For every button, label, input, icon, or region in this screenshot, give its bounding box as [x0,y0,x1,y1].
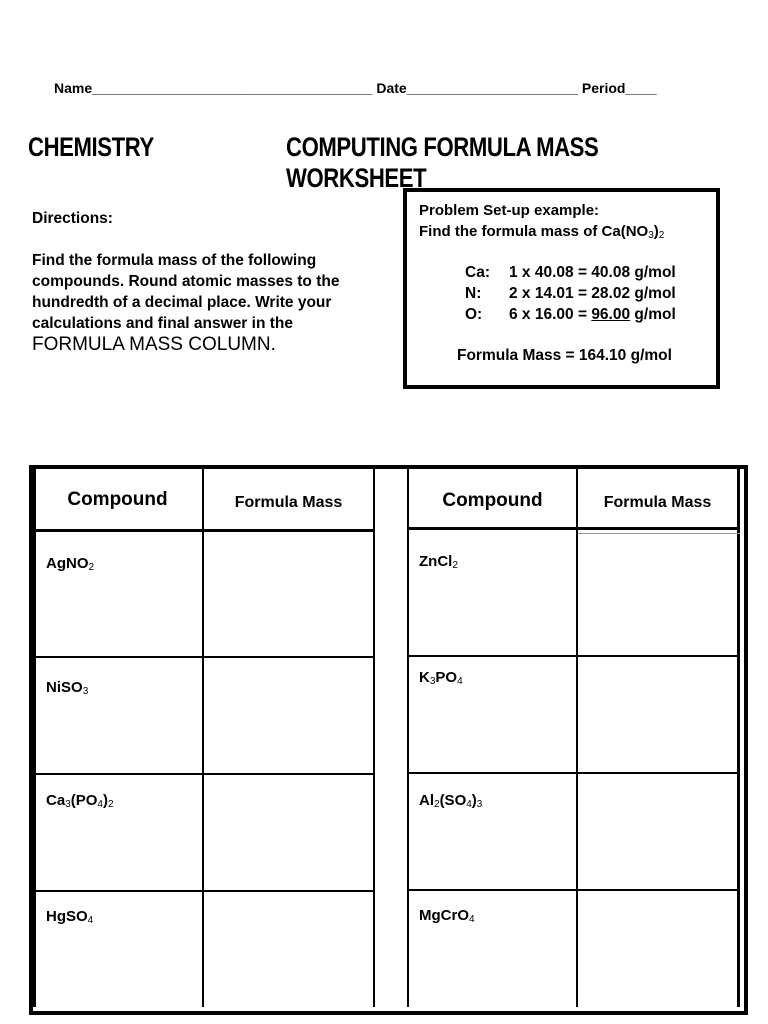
example-row-o [465,306,676,324]
formula-subscript: 4 [469,914,475,925]
formula-subscript: 4 [466,799,472,810]
example-element: Ca: [465,264,490,281]
worksheet-title: COMPUTING FORMULA MASS WORKSHEET [286,132,599,193]
formula-part: ) [102,792,108,809]
formula-part: (SO [439,792,467,809]
example-total: Formula Mass = 164.10 g/mol [457,347,672,364]
formula-part: ZnCl [419,553,453,570]
compound-label [46,679,88,697]
example-calc: 2 x 14.01 = 28.02 g/mol [509,285,676,302]
formula-part: K [419,669,430,686]
formula-subscript: 3 [65,799,71,810]
header-rule-light [578,533,740,534]
directions-emphasis: FORMULA MASS COLUMN. [32,334,276,355]
formula-part: AgNO [46,555,89,572]
example-prompt [419,223,664,241]
formula-subscript: 3 [476,799,483,810]
compound-label [419,792,482,810]
formula-subscript: 2 [107,799,114,810]
formula-part: ) [471,792,477,809]
formula-subscript: 4 [87,915,94,926]
compound-subscript: 3 [648,230,654,241]
example-element: O: [465,306,483,323]
date-blank[interactable]: ______________________ [406,80,578,96]
formula-subscript: 4 [457,676,463,687]
date-label: Date [376,80,407,96]
header-rule [33,529,375,532]
compound-table [29,465,748,1015]
example-calc: 1 x 40.08 = 40.08 g/mol [509,264,676,281]
table-divider [407,469,409,1007]
name-blank[interactable]: ____________________________________ [92,80,373,96]
formula-subscript: 2 [452,560,458,571]
example-calc: 6 x 16.00 = [509,306,592,323]
formula-subscript: 3 [429,676,436,687]
row-rule [407,772,740,774]
header-formula-mass-left: Formula Mass [234,494,343,511]
header-formula-mass-right: Formula Mass [603,494,712,511]
subject-title: CHEMISTRY [28,132,154,162]
period-blank[interactable]: ____ [625,80,657,96]
directions-body [32,250,387,355]
example-row-n [465,285,676,303]
row-rule [33,890,375,892]
formula-part: Ca [46,792,66,809]
table-divider [373,469,375,1007]
directions-text: Find the formula mass of the following compounds. Round atomic masses to the hundredth of a decimal place. Write your calculations and final answer in the [32,252,340,332]
table-divider [576,469,578,1007]
compound-subscript: 2 [658,230,665,241]
example-heading: Problem Set-up example: [419,202,600,219]
example-compound [602,223,665,240]
directions-heading: Directions: [32,210,113,227]
formula-part: NiSO [46,679,83,696]
compound-label [46,792,114,810]
example-calc-unit: g/mol [630,306,676,323]
compound-label [419,553,458,571]
table-divider [33,469,36,1007]
row-rule [407,655,740,657]
formula-part: PO [435,669,458,686]
formula-subscript: 4 [97,799,103,810]
formula-part: MgCrO [419,907,469,924]
example-row-ca [465,264,676,282]
header-compound-left: Compound [67,489,168,510]
formula-part: HgSO [46,908,88,925]
compound-label [419,907,475,925]
directions-block [32,208,387,355]
row-rule [33,656,375,658]
table-divider [202,469,204,1007]
compound-label [46,908,93,926]
compound-label [419,669,463,687]
header-rule [407,527,740,530]
student-info-line [54,80,657,96]
formula-part: Al [419,792,434,809]
formula-part: (PO [70,792,98,809]
period-label: Period [581,80,626,96]
row-rule [33,773,375,775]
compound-part: Ca(NO [601,223,649,240]
header-compound-right: Compound [442,490,543,511]
table-divider [737,469,740,1007]
compound-label [46,555,94,573]
formula-subscript: 2 [88,562,95,573]
example-prompt-text: Find the formula mass of [419,223,602,240]
example-element: N: [465,285,482,302]
example-underlined-value: 96.00 [591,306,631,323]
row-rule [407,889,740,891]
name-label: Name [54,80,93,96]
formula-subscript: 3 [82,686,89,697]
formula-subscript: 2 [434,799,440,810]
compound-part: ) [653,223,659,240]
example-box [403,188,720,389]
